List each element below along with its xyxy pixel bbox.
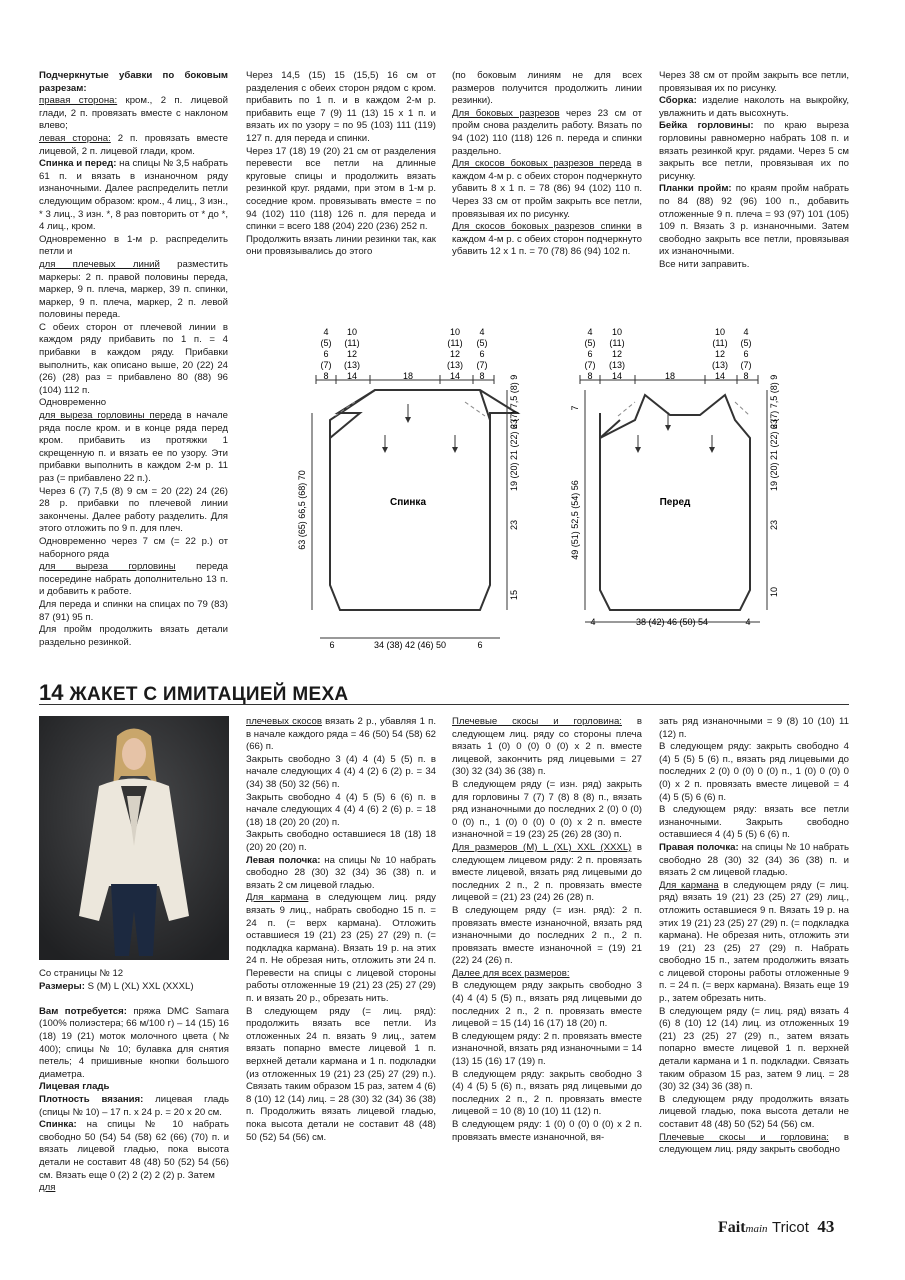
bottom-col1-paragraph: Лицевая гладь (39, 1081, 110, 1093)
svg-text:18: 18 (402, 371, 414, 381)
svg-text:(5): (5) (476, 338, 488, 348)
svg-text:(5): (5) (320, 338, 332, 348)
svg-text:6 (7) 7,5 (8) 9: 6 (7) 7,5 (8) 9 (769, 374, 779, 430)
svg-text:6: 6 (479, 349, 485, 359)
bottom-col4-paragraph: В следующем ряду продолжить вязать лицевой гладью, пока высота детали не составит 48 (48) 50 (52) 54 (56) см. (659, 1093, 849, 1130)
top-col4-paragraph: Планки пройм: по краям пройм набрать по 84 (88) 92 (96) 100 п., добавить отложенные 9 п. плеча = 93 (97) 101 (105) 109 п. Вязать 3 р. изнаночными. Затем свободно закрыть все петли, провязывая их изнаночными. (659, 183, 849, 258)
top-col4-paragraph: Сборка: изделие наколоть на выкройку, увлажнить и дать высохнуть. (659, 95, 849, 119)
front-label: Перед (659, 497, 691, 508)
top-col1-paragraph: Подчеркнутые убавки по боковым разрезам: (39, 70, 228, 94)
bottom-col3-paragraph: В следующем ряду закрыть свободно 3 (4) 4 (4) 5 (5) п., вязать ряд лицевыми до последних 2 п., 2 п. провязать вместе лицевой = 15 (14) 16 (17) 18 (20) п. (452, 980, 642, 1030)
top-col1-paragraph: Одновременно (39, 397, 107, 409)
svg-text:4: 4 (323, 327, 329, 337)
text-column-top-2 (246, 70, 436, 259)
bottom-col1-paragraph: Со страницы № 12 (39, 968, 124, 979)
svg-text:(7): (7) (320, 360, 332, 370)
back-top-numbers (321, 327, 488, 381)
bottom-col3-paragraph: Далее для всех размеров: (452, 967, 570, 979)
text-column-bottom-4 (659, 716, 849, 1157)
bottom-col2-paragraph: Левая полочка: на спицы № 10 набрать свободно 28 (30) 32 (34) 36 (38) п. и вязать 2 см лицевой гладью. (246, 854, 436, 891)
bottom-col4-paragraph: Правая полочка: на спицы № 10 набрать свободно 28 (30) 32 (34) 36 (38) п. и вязать 2 см лицевой гладью. (659, 841, 849, 879)
svg-text:12: 12 (449, 349, 461, 359)
svg-text:4: 4 (587, 327, 593, 337)
top-col1-paragraph: Для переда и спинки на спицах по 79 (83) 87 (91) 95 п. (39, 598, 228, 623)
top-col3-paragraph: (по боковым линиям не для всех размеров получится продолжить линии резинки). (452, 70, 642, 107)
bottom-col4-paragraph: Плечевые скосы и горловина: в следующем лиц. ряду закрыть свободно (659, 1131, 850, 1156)
top-col3-paragraph: Для скосов боковых разрезов спинки в каждом 4-м р. с обеих сторон подчеркнуто убавить 12 х 1 п. = 70 (78) 86 (94) 102 п. (452, 221, 642, 258)
text-column-bottom-2 (246, 716, 436, 1144)
footer-brand: Fait (718, 1219, 746, 1236)
svg-text:(11): (11) (609, 338, 625, 348)
top-col2-paragraph: Продолжить вязать линии резинки так, как они провязывались до этого (246, 233, 436, 258)
section-heading (39, 680, 849, 705)
back-label: Спинка (389, 497, 427, 508)
bottom-col3-paragraph: В следующем ряду: закрыть свободно 3 (4) 4 (5) 5 (6) п., вязать ряд лицевыми до последних 2 п., 2 п. провязать вместе лицевой = 10 (8) 10 (10) 11 (12) п. (452, 1068, 642, 1118)
svg-text:(13): (13) (446, 360, 464, 370)
page-number: 43 (817, 1217, 835, 1236)
bottom-col2-paragraph: Закрыть свободно 4 (4) 5 (5) 6 (6) п. в начале следующих 4 (4) 4 (6) 2 (6) р. = 18 (18) 18 (20) 20 (20) п. (246, 791, 436, 828)
bottom-col4-paragraph: Для кармана в следующем ряду (= лиц. ряд) вязать 19 (21) 23 (25) 27 (29) лиц., отложить оставшиеся 9 п. Вязать 19 р. на этих 19 (21) 23 (25) 27 (29) п. (= подкладка кармана). Не обрезая нить, отложить эти 19 (21) 23 (25) 27 (29) п. Набрать свободно 15 п., затем продолжить вязать с лицевой стороны работы отложенные 9 п. = 24 п. (= верх кармана). Вязать еще 19 р., затем обрезать нить. (659, 879, 849, 1005)
text-column-top-1 (39, 70, 228, 649)
svg-text:10: 10 (346, 327, 358, 337)
model-photo (39, 716, 229, 960)
top-col1-paragraph: для плечевых линий разместить маркеры: 2 п. правой половины переда, маркер, 9 п. плеча, маркер, 39 п. спинки, маркер, 9 п. плеча, маркер, 2 п. левой половины переда. (39, 258, 228, 321)
svg-text:6: 6 (329, 640, 335, 650)
svg-text:(11): (11) (712, 338, 728, 348)
svg-text:4: 4 (590, 617, 596, 627)
bottom-col2-paragraph: Закрыть свободно 3 (4) 4 (4) 5 (5) п. в начале следующих 4 (4) 4 (2) 6 (2) р. = 34 (34) 38 (50) 32 (56) п. (246, 753, 436, 790)
top-col1-paragraph: Спинка и перед: на спицы № 3,5 набрать 61 п. и вязать в изнаночном ряду изнаночными. Далее распределить петли следующим образом: кром., 4 лиц., 3 изн., * 3 лиц., 3 изн. *, 8 раз повторить от * до *, 4 лиц., кром. (39, 158, 228, 233)
top-col2-paragraph: Через 17 (18) 19 (20) 21 см от разделения перевести все петли на длинные круговые спицы и продолжить вязать резинкой круг. рядами, при этом в 1-м р. соседние кром. провязывать вместе = по 94 (102) 110 (118) 126 п. для переда и спинки = всего 188 (204) 220 (236) 252 п. (246, 145, 436, 233)
svg-text:12: 12 (611, 349, 623, 359)
svg-text:19 (20) 21 (22) 23: 19 (20) 21 (22) 23 (509, 418, 519, 492)
back-schematic (297, 327, 519, 650)
bottom-col3-paragraph: Для размеров (M) L (XL) XXL (XXXL) в следующем лицевом ряду: 2 п. провязать вместе лицевой, вязать ряд лицевыми до последних 2 п., 2 п. провязать вместе лицевой = (21) 23 (24) 26 (28) п. (452, 841, 642, 904)
svg-text:(11): (11) (344, 338, 360, 348)
text-column-bottom-1 (39, 968, 229, 1195)
bottom-col2-paragraph: Для кармана в следующем лиц. ряду вязать 9 лиц., набрать свободно 15 п. = 24 п. (= верх кармана). Отложить оставшиеся 19 (21) 23 (25) 27 (29) п. (= подкладка кармана). Вязать 19 р. на этих 24 п. Не обрезая нить, отложить эти 24 п. Перевести на спицы с лицевой стороны работы отложенные 19 (21) 23 (25) 27 (29) п. и вязать 20 р., обрезать нить. (246, 892, 436, 1005)
bottom-col4-paragraph: зать ряд изнаночными = 9 (8) 10 (10) 11 (12) п. (659, 716, 849, 740)
top-col1-paragraph: левая сторона: 2 п. провязать вместе лицевой, 2 п. лицевой глади, кром. (39, 132, 228, 157)
svg-text:14: 14 (346, 371, 358, 381)
top-col4-paragraph: Все нити заправить. (659, 258, 750, 270)
top-col1-paragraph: С обеих сторон от плечевой линии в каждом ряду прибавить по 1 п. = 4 прибавки в каждом ряду. Прибавки выполнить, как описано выше, 20 (22) 24 (26) (28) раз = прибавлено 80 (88) 96 (104) 112 п. (39, 321, 228, 396)
bottom-col2-paragraph: плечевых скосов вязать 2 р., убавляя 1 п. в начале каждого ряда = 46 (50) 54 (58) 62 (66) п. (246, 716, 436, 753)
schematics (280, 320, 810, 660)
top-col4-paragraph: Бейка горловины: по краю выреза горловины равномерно набрать 108 п. и вязать резинкой круг. рядами. Через 5 см закрыть все петли, провязывая их по рисунку. (659, 120, 849, 182)
bottom-col3-paragraph: В следующем ряду: 2 п. провязать вместе изнаночной, вязать ряд изнаночными = 14 (13) 15 (16) 17 (19) п. (452, 1030, 642, 1068)
svg-text:49 (51) 52,5 (54) 56: 49 (51) 52,5 (54) 56 (570, 480, 580, 560)
text-column-bottom-3 (452, 716, 642, 1144)
bottom-col1-paragraph: Плотность вязания: лицевая гладь (спицы № 10) – 17 п. х 24 р. = 20 х 20 см. (39, 1093, 229, 1118)
section-title: ЖАКЕТ С ИМИТАЦИЕЙ МЕХА (69, 684, 349, 705)
top-col1-paragraph: для выреза горловины переда в начале ряда после кром. и в конце ряда перед кром. прибавить из протяжки 1 скрещенную п. и вязать ее по узору. Эти прибавки выполнить в каждом 2-м р. 11 раз (= прибавлено 22 п.). (39, 410, 228, 484)
svg-text:23: 23 (769, 519, 779, 531)
svg-text:34 (38) 42 (46) 50: 34 (38) 42 (46) 50 (373, 640, 447, 650)
svg-text:18: 18 (664, 371, 676, 381)
section-number: 14 (39, 680, 64, 705)
svg-text:4: 4 (745, 617, 751, 627)
top-col1-paragraph: Одновременно через 7 см (= 22 р.) от наборного ряда (39, 535, 228, 560)
svg-text:(13): (13) (711, 360, 729, 370)
svg-text:10: 10 (714, 327, 726, 337)
svg-text:6: 6 (477, 640, 483, 650)
bottom-col3-paragraph: В следующем ряду: 1 (0) 0 (0) 0 (0) х 2 п. провязать вместе изнаночной, вя- (452, 1119, 642, 1143)
text-column-top-3 (452, 70, 642, 259)
svg-text:(7): (7) (476, 360, 488, 370)
svg-text:6: 6 (323, 349, 329, 359)
top-col1-paragraph: Одновременно в 1-м р. распределить петли и (39, 233, 228, 258)
bottom-col3-paragraph: В следующем ряду (= изн. ряд): 2 п. провязать вместе изнаночной, вязать ряд изнаночными до последних 2 п., 2 п. провязать вместе изнаночной = (19) 21 (22) 24 (26) п. (452, 904, 642, 967)
svg-text:(13): (13) (343, 360, 361, 370)
svg-text:4: 4 (743, 327, 749, 337)
svg-text:10: 10 (449, 327, 461, 337)
text-column-top-4 (659, 70, 849, 272)
svg-text:(11): (11) (447, 338, 463, 348)
svg-text:19 (20) 21 (22) 23: 19 (20) 21 (22) 23 (769, 418, 779, 492)
svg-text:8: 8 (323, 371, 329, 381)
svg-text:15: 15 (509, 589, 519, 601)
bottom-col1-paragraph: Спинка: на спицы № 10 набрать свободно 50 (54) 54 (58) 62 (66) (70) п. и вязать лицевой гладью, пока высота детали не составит 48 (48) 50 (52) 54 (56) см. Вязать еще 0 (2) 2 (2) 2 (2) р. Затем (39, 1119, 229, 1181)
bottom-col4-paragraph: В следующем ряду: закрыть свободно 4 (4) 5 (5) 5 (6) п., вязать ряд лицевыми до последних 2 (0) 0 (0) 0 (0) п., 1 (0) 0 (0) 0 (0) х 2 п. провязать вместе лицевой = 4 (4) 5 (5) 6 (6) п. (659, 741, 849, 803)
svg-text:38 (42) 46 (50) 54: 38 (42) 46 (50) 54 (635, 617, 709, 627)
svg-text:12: 12 (714, 349, 726, 359)
bottom-col4-paragraph: В следующем ряду: вязать все петли изнаночными. Закрыть свободно оставшиеся 4 (4) 5 (5) 6 (6) п. (659, 804, 849, 841)
page-footer (718, 1217, 858, 1239)
front-schematic (570, 327, 779, 627)
bottom-col1-paragraph: Размеры: S (M) L (XL) XXL (XXXL) (39, 980, 194, 992)
svg-text:(7): (7) (584, 360, 596, 370)
svg-text:10: 10 (769, 586, 779, 598)
top-col3-paragraph: Для боковых разрезов через 23 см от пройм снова разделить работу. Вязать по 94 (102) 110 (118) 126 п. переда и спинки раздельно. (452, 107, 643, 157)
svg-text:23: 23 (509, 519, 519, 531)
svg-text:6: 6 (587, 349, 593, 359)
svg-text:8: 8 (479, 371, 485, 381)
svg-text:(5): (5) (584, 338, 596, 348)
svg-text:6: 6 (743, 349, 749, 359)
svg-text:14: 14 (714, 371, 726, 381)
svg-text:14: 14 (449, 371, 461, 381)
bottom-col1-paragraph (39, 993, 229, 1006)
bottom-col4-paragraph: В следующем ряду (= лиц. ряд) вязать 4 (6) 8 (10) 12 (14) лиц. из отложенных 19 (21) 23 (25) 27 (29) п., затем вязать попарно вместе лицевой 1 п. верхней детали кармана и 1 п. подкладки. Связать таким образом 15 раз, затем 9 лиц. = 28 (30) 32 (34) 36 (38) п. (659, 1005, 849, 1093)
bottom-col3-paragraph: Плечевые скосы и горловина: в следующем лиц. ряду со стороны плеча вязать 1 (0) 0 (0) 0 (0) х 2 п. вместе лицевой, закончить ряд лицевыми = 27 (30) 32 (34) 36 (38) п. (452, 716, 643, 778)
top-col1-paragraph: Для пройм продолжить вязать детали раздельно резинкой. (39, 624, 228, 648)
svg-text:(7): (7) (740, 360, 752, 370)
bottom-col2-paragraph: Закрыть свободно оставшиеся 18 (18) 18 (20) 20 (20) п. (246, 829, 436, 853)
svg-text:12: 12 (346, 349, 358, 359)
top-col1-paragraph: правая сторона: кром., 2 п. лицевой глади, 2 п. провязать вместе с наклоном влево; (39, 95, 228, 132)
svg-text:4: 4 (479, 327, 485, 337)
bottom-col3-paragraph: В следующем ряду (= изн. ряд) закрыть для горловины 7 (7) 7 (8) 8 (8) п., вязать ряд изнаночными до последних 2 (0) 0 (0) 0 (0) п., 1 (0) 0 (0) 0 (0) х 2 п. вместе изнаночной = 19 (23) 25 (26) 28 (30) п. (452, 778, 642, 841)
svg-text:8: 8 (587, 371, 593, 381)
bottom-col1-paragraph: для (39, 1182, 56, 1194)
svg-text:7: 7 (570, 405, 580, 411)
svg-text:8: 8 (743, 371, 749, 381)
footer-brand-main: main (745, 1223, 768, 1235)
top-col3-paragraph: Для скосов боковых разрезов переда в каждом 4-м р. с обеих сторон подчеркнуто убавить 8 х 1 п. = 78 (86) 94 (102) 110 п. Через 33 см от пройм закрыть все петли, провязывая их по рисунку. (452, 158, 642, 220)
footer-brand-tricot: Tricot (772, 1219, 809, 1236)
top-col1-paragraph: для выреза горловины переда посередине набрать дополнительно 13 п. и добавить к работе. (39, 561, 229, 598)
front-top-numbers (585, 327, 752, 381)
svg-text:63 (65) 66,5 (68) 70: 63 (65) 66,5 (68) 70 (297, 470, 307, 550)
top-col4-paragraph: Через 38 см от пройм закрыть все петли, провязывая их по рисунку. (659, 70, 849, 94)
svg-text:10: 10 (611, 327, 623, 337)
svg-text:14: 14 (611, 371, 623, 381)
svg-text:6 (7) 7,5 (8) 9: 6 (7) 7,5 (8) 9 (509, 374, 519, 430)
bottom-col1-paragraph: Вам потребуется: пряжа DMC Samara (100% полиэстера; 66 м/100 г) – 14 (15) 16 (18) 19 (21) моток молочного цвета (№ 400); спицы № 10; булавка для снятия петель; 4 пришивные кнопки большого диаметра. (39, 1005, 229, 1080)
bottom-col2-paragraph: В следующем ряду (= лиц. ряд): продолжить вязать все петли. Из отложенных 24 п. вязать 9 лиц., затем вязать попарно вместе лицевой 1 п. верхней детали кармана и 1 п. подкладки (из отложенных 19 (21) 23 (25) 27 (29) п.). Связать таким образом 15 раз, затем 4 (6) 8 (10) 12 (14) лиц. = 28 (30) 32 (34) 36 (38) п. Продолжить вязать лицевой гладью, пока высота детали не составит 48 (48) 50 (52) 54 (56) см. (246, 1005, 436, 1143)
svg-text:(5): (5) (740, 338, 752, 348)
top-col2-paragraph: Через 14,5 (15) 15 (15,5) 16 см от разделения с обеих сторон рядом с кром. прибавить по 1 п. и в каждом 2-м р. прибавить еще 7 (9) 11 (13) 15 х 1 п. и вязать их по узору = по 95 (103) 111 (119) 127 п. для переда и спинки. (246, 70, 436, 144)
top-col1-paragraph: Через 6 (7) 7,5 (8) 9 см = 20 (22) 24 (26) 28 р. прибавки по плечевой линии закончены. Далее работу разделить. Для этого отложить по 9 п. для плеч. (39, 485, 228, 535)
svg-text:(13): (13) (608, 360, 626, 370)
